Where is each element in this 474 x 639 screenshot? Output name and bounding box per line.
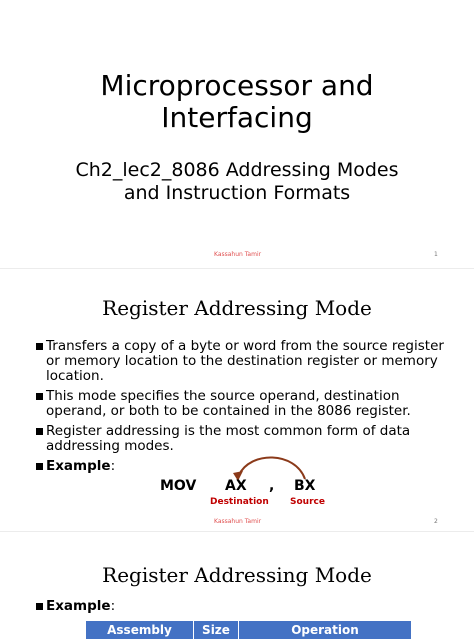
table-header-row xyxy=(86,621,412,639)
slide-2-page-number: 2 xyxy=(434,518,438,525)
slide-2-footer: Kassahun Tamir xyxy=(214,518,262,525)
bullet-marker xyxy=(36,343,43,350)
slide-1-footer: Kassahun Tamir xyxy=(214,251,262,258)
operand-comma: , xyxy=(269,478,275,494)
slide-1-page-number: 1 xyxy=(434,251,438,258)
bullet-marker xyxy=(36,603,43,610)
header-size: Size xyxy=(194,621,239,639)
header-assembly: Assembly xyxy=(86,621,194,639)
destination-operand: AX xyxy=(225,478,247,494)
bullet-item xyxy=(36,339,446,384)
destination-label: Destination xyxy=(210,497,269,507)
bullet-marker xyxy=(36,393,43,400)
source-label: Source xyxy=(290,497,325,507)
bullet-item xyxy=(36,389,446,419)
source-operand: BX xyxy=(294,478,316,494)
bullet-marker xyxy=(36,463,43,470)
bullet-text: Transfers a copy of a byte or word from the source register or memory location to the destination register or memory location. xyxy=(46,338,444,384)
header-operation: Operation xyxy=(239,621,412,639)
bullet-item xyxy=(36,424,446,454)
slide-2-title: Register Addressing Mode xyxy=(102,296,372,320)
bullet-marker xyxy=(36,428,43,435)
example-bullet xyxy=(36,599,446,614)
subtitle-line-1: Ch2_lec2_8086 Addressing Modes xyxy=(75,159,399,181)
slide-3 xyxy=(0,532,474,632)
slide-3-title: Register Addressing Mode xyxy=(102,563,372,587)
example-colon: : xyxy=(110,598,116,614)
example-label: Example xyxy=(46,598,111,614)
subtitle-line-2: and Instruction Formats xyxy=(123,182,351,204)
example-label: Example xyxy=(46,458,111,474)
assembly-table xyxy=(86,621,412,639)
slide-1-subtitle xyxy=(0,159,474,205)
slide-1-title xyxy=(0,70,474,134)
slide-1 xyxy=(0,0,474,268)
example-colon: : xyxy=(110,458,116,474)
slide-2 xyxy=(0,269,474,531)
bullet-text: Register addressing is the most common form of data addressing modes. xyxy=(46,423,411,454)
slide-3-bullets xyxy=(36,599,446,619)
title-text: Microprocessor and Interfacing xyxy=(100,69,374,134)
bullet-text: This mode specifies the source operand, destination operand, or both to be contained in the 8086 register. xyxy=(46,388,411,419)
instruction-mnemonic: MOV xyxy=(160,478,197,494)
